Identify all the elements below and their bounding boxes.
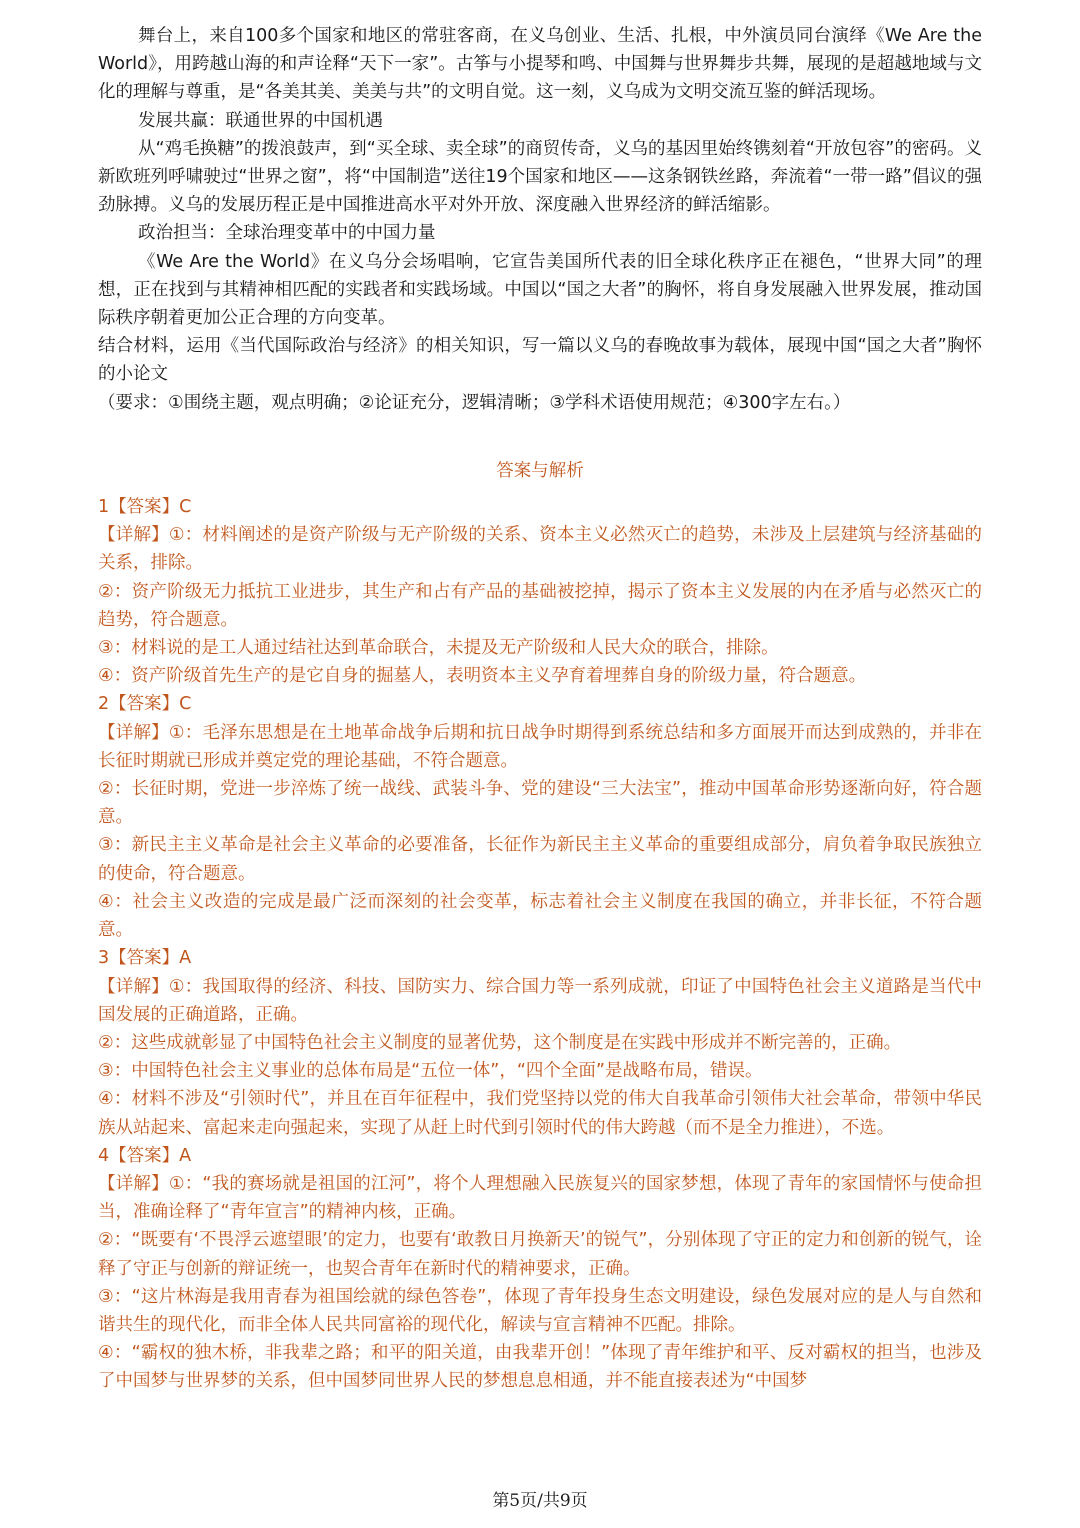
material-paragraph-1: 舞台上，来自100多个国家和地区的常驻客商，在义乌创业、生活、扎根，中外演员同台演绎《We Are the World》，用跨越山海的和声诠释“天下一家”。古筝与小提琴和鸣、中国舞与世界舞步共舞，展现的是超越地域与文化的理解与尊重，是“各美其美、美美与共”的文明自觉。这一刻，义乌成为文明交流互鉴的鲜活现场。 [98,26,982,103]
explanation-line: ③：材料说的是工人通过结社达到革命联合，未提及无产阶级和人民大众的联合，排除。 [98,638,779,659]
answer-2 [98,690,982,944]
explanation-line: ③：“这片林海是我用青春为祖国绘就的绿色答卷”，体现了青年投身生态文明建设，绿色发展对应的是人与自然和谐共生的现代化，而非全体人民共同富裕的现代化，解读与宣言精神不匹配。排除。 [98,1286,982,1335]
explanation-line: 【详解】①：“我的赛场就是祖国的江河”，将个人理想融入民族复兴的国家梦想，体现了青年的家国情怀与使命担当，准确诠释了“青年宣言”的精神内核，正确。 [98,1173,982,1223]
answer-1 [98,493,982,690]
page-content [98,22,982,1396]
explanation-line: 【详解】①：毛泽东思想是在土地革命战争后期和抗日战争时期得到系统总结和多方面展开而达到成熟的，并非在长征时期就已形成并奠定党的理论基础，不符合题意。 [98,722,982,771]
explanation-line: ③：新民主主义革命是社会主义革命的必要准备，长征作为新民主主义革命的重要组成部分，肩负着争取民族独立的使命，符合题意。 [98,835,982,884]
answer-3 [98,944,982,1141]
explanation-line: 【详解】①：我国取得的经济、科技、国防实力、综合国力等一系列成就，印证了中国特色社会主义道路是当代中国发展的正确道路，正确。 [98,976,982,1025]
explanation-line: ②：这些成就彰显了中国特色社会主义制度的显著优势，这个制度是在实践中形成并不断完善的，正确。 [98,1032,902,1053]
material-subheading-2: 政治担当：全球治理变革中的中国力量 [138,223,436,244]
explanation-line: ②：资产阶级无力抵抗工业进步，其生产和占有产品的基础被挖掉，揭示了资本主义发展的内在矛盾与必然灭亡的趋势，符合题意。 [98,581,982,630]
answer-label: 3【答案】A [98,948,192,969]
explanation-line: ④：社会主义改造的完成是最广泛而深刻的社会变革，标志着社会主义制度在我国的确立，并非长征，不符合题意。 [98,891,982,941]
question-requirements: （要求：①围绕主题，观点明确；②论证充分，逻辑清晰；③学科术语使用规范；④300字左右。） [98,392,851,413]
answer-label: 2【答案】C [98,694,192,715]
explanation-line: ②：长征时期，党进一步淬炼了统一战线、武装斗争、党的建设“三大法宝”，推动中国革命形势逐渐向好，符合题意。 [98,779,982,828]
material-paragraph-2: 从“鸡毛换糖”的拨浪鼓声，到“买全球、卖全球”的商贸传奇，义乌的基因里始终镌刻着“开放包容”的密码。义新欧班列呼啸驶过“世界之窗”，将“中国制造”送往19个国家和地区——这条钢铁丝路，奔流着“一带一路”倡议的强劲脉搏。义乌的发展历程正是中国推进高水平对外开放、深度融入世界经济的鲜活缩影。 [98,138,982,216]
answer-label: 1【答案】C [98,497,192,518]
answer-4 [98,1142,982,1396]
material-subheading-1: 发展共赢：联通世界的中国机遇 [138,110,383,131]
answer-label: 4【答案】A [98,1145,192,1166]
material-section [98,22,982,417]
answers-heading: 答案与解析 [496,460,584,481]
question-prompt: 结合材料，运用《当代国际政治与经济》的相关知识，写一篇以义乌的春晚故事为载体，展现中国“国之大者”胸怀的小论文 [98,336,982,385]
explanation-line: ④：资产阶级首先生产的是它自身的掘墓人，表明资本主义孕育着埋葬自身的阶级力量，符合题意。 [98,666,867,687]
explanation-line: ④：“霸权的独木桥，非我辈之路；和平的阳关道，由我辈开创！”体现了青年维护和平、反对霸权的担当，也涉及了中国梦与世界梦的关系，但中国梦同世界人民的梦想息息相通，并不能直接表述为“中国梦 [98,1343,982,1392]
page-number: 第5页/共9页 [492,1491,588,1511]
explanation-line: ③：中国特色社会主义事业的总体布局是“五位一体”，“四个全面”是战略布局，错误。 [98,1061,763,1082]
explanation-line: 【详解】①：材料阐述的是资产阶级与无产阶级的关系、资本主义必然灭亡的趋势，未涉及上层建筑与经济基础的关系，排除。 [98,525,982,574]
explanation-line: ④：材料不涉及“引领时代”，并且在百年征程中，我们党坚持以党的伟大自我革命引领伟大社会革命，带领中华民族从站起来、富起来走向强起来，实现了从赶上时代到引领时代的伟大跨越（而不是全力推进），不选。 [98,1089,982,1138]
material-paragraph-3: 《We Are the World》在义乌分会场唱响，它宣告美国所代表的旧全球化秩序正在褪色，“世界大同”的理想，正在找到与其精神相匹配的实践者和实践场域。中国以“国之大者”的胸怀，将自身发展融入世界发展，推动国际秩序朝着更加公正合理的方向变革。 [98,251,982,329]
explanation-line: ②：“既要有‘不畏浮云遮望眼’的定力，也要有‘敢教日月换新天’的锐气”，分别体现了守正的定力和创新的锐气，诠释了守正与创新的辩证统一，也契合青年在新时代的精神要求，正确。 [98,1230,982,1279]
